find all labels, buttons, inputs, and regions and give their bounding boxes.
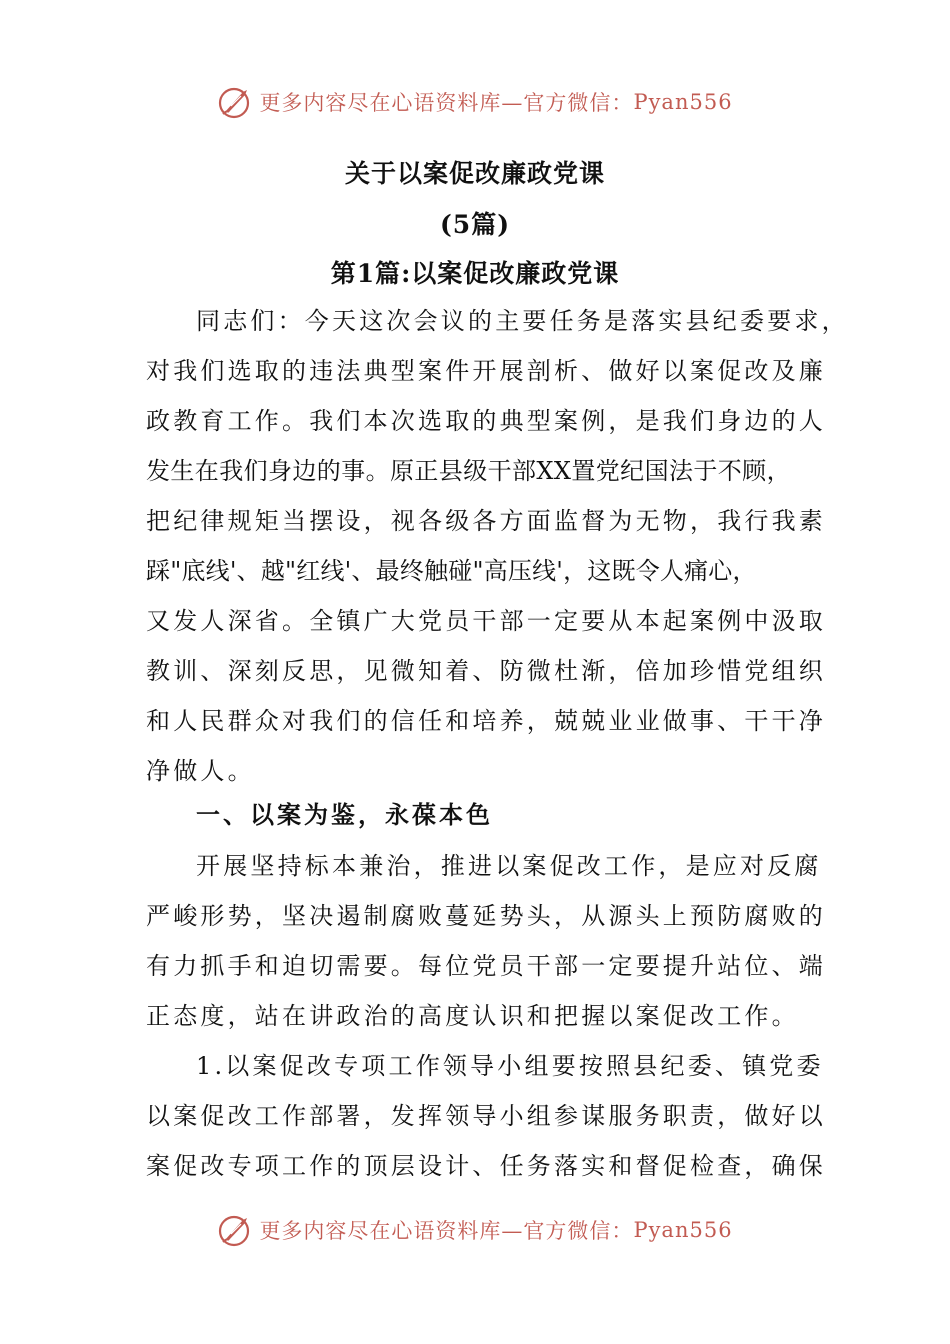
banner-text: 更多内容尽在心语资料库—官方微信： <box>259 1219 634 1243</box>
paragraph-2 <box>146 841 826 1041</box>
paragraph-line: 案促改专项工作的顶层设计、任务落实和督促检查，确保 <box>146 1152 826 1180</box>
paragraph-line: 开展坚持标本兼治，推进以案促改工作，是应对反腐 <box>196 852 822 880</box>
paragraph-line: 踩"底线'、越"红线'、最终触碰"高压线'，这既令人痛心， <box>146 557 757 585</box>
banner-wechat-id: Pyan556 <box>633 90 733 114</box>
footer-watermark-banner <box>0 1208 950 1252</box>
paragraph-line: 以案促改工作部署，发挥领导小组参谋服务职责，做好以 <box>146 1102 826 1130</box>
paragraph-line: 发生在我们身边的事。原正县级干部XX置党纪国法于不顾， <box>146 457 791 485</box>
section-heading-1: 一、以案为鉴，永葆本色 <box>196 800 493 829</box>
paragraph-3 <box>146 1041 826 1191</box>
paragraph-line: 又发人深省。全镇广大党员干部一定要从本起案例中汲取 <box>146 607 826 635</box>
chapter-title: 第1篇:以案促改廉政党课 <box>330 259 620 288</box>
document-title: 关于以案促改廉政党课 <box>344 159 605 188</box>
banner-text: 更多内容尽在心语资料库—官方微信： <box>259 91 634 115</box>
paragraph-line: 净做人。 <box>146 757 255 785</box>
paragraph-line: 有力抓手和迫切需要。每位党员干部一定要提升站位、端 <box>146 952 826 980</box>
paragraph-line: 教训、深刻反思，见微知着、防微杜渐，倍加珍惜党组织 <box>146 657 826 685</box>
banner-wechat-id: Pyan556 <box>633 1218 733 1242</box>
paragraph-line: 严峻形势，坚决遏制腐败蔓延势头，从源头上预防腐败的 <box>146 902 826 930</box>
paragraph-line: 和人民群众对我们的信任和培养，兢兢业业做事、干干净 <box>146 707 826 735</box>
paragraph-line: 同志们：今天这次会议的主要任务是落实县纪委要求， <box>196 307 849 335</box>
quill-logo-icon <box>217 84 253 120</box>
paragraph-line: 政教育工作。我们本次选取的典型案例，是我们身边的人 <box>146 407 826 435</box>
paragraph-1 <box>146 296 849 796</box>
document-subtitle: (5篇) <box>439 210 511 239</box>
header-watermark-banner <box>0 80 950 124</box>
paragraph-line: 把纪律规矩当摆设，视各级各方面监督为无物，我行我素 <box>146 507 826 535</box>
quill-logo-icon <box>217 1212 253 1248</box>
paragraph-line: 1.以案促改专项工作领导小组要按照县纪委、镇党委 <box>196 1052 824 1080</box>
paragraph-line: 对我们选取的违法典型案件开展剖析、做好以案促改及廉 <box>146 357 826 385</box>
paragraph-line: 正态度，站在讲政治的高度认识和把握以案促改工作。 <box>146 1002 799 1030</box>
